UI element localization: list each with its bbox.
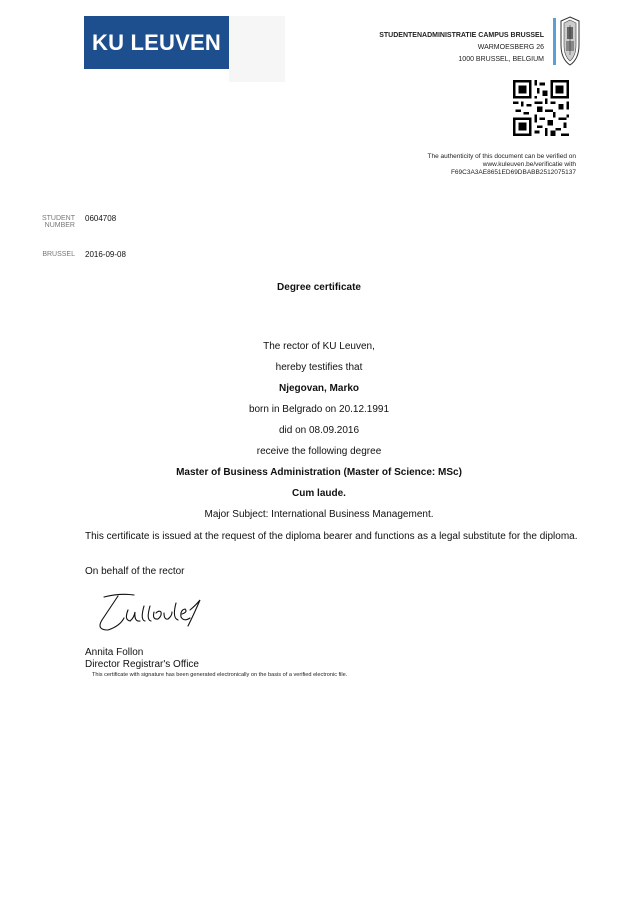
student-number-label: STUDENT NUMBER	[41, 215, 75, 229]
ku-leuven-logo	[84, 16, 229, 69]
legal-statement: This certificate is issued at the request of the diploma bearer and functions as a legal substitute for the diploma.	[85, 531, 578, 542]
birth-line: born in Belgrado on 20.12.1991	[248, 404, 390, 415]
degree-name: Master of Business Administration (Master of Science: MSc)	[176, 467, 462, 478]
signer-name: Annita Follon	[85, 647, 144, 658]
signature	[90, 588, 205, 638]
testifies-line: hereby testifies that	[275, 362, 363, 373]
office-city: 1000 BRUSSEL, BELGIUM	[458, 56, 544, 63]
student-number: 0604708	[85, 214, 117, 223]
on-behalf-line: On behalf of the rector	[85, 566, 185, 577]
graduate-name: Njegovan, Marko	[278, 383, 360, 394]
signer-block	[85, 647, 199, 671]
office-street: WARMOESBERG 26	[477, 44, 544, 51]
place-label: BRUSSEL	[42, 251, 75, 258]
university-seal-icon	[559, 15, 581, 67]
electronic-footnote: This certificate with signature has been generated electronically on the basis of a verified electronic file.	[92, 672, 348, 678]
qr-code-icon	[513, 80, 569, 136]
logo-text: KU LEUVEN	[92, 29, 221, 55]
logo-shade	[229, 16, 285, 82]
accent-bar	[553, 18, 556, 65]
document-title: Degree certificate	[277, 282, 361, 293]
receive-line: receive the following degree	[256, 446, 382, 457]
verification-note	[427, 153, 576, 177]
office-name: STUDENTENADMINISTRATIE CAMPUS BRUSSEL	[379, 32, 544, 39]
rector-line: The rector of KU Leuven,	[263, 341, 375, 352]
honours: Cum laude.	[292, 488, 346, 499]
signer-title: Director Registrar's Office	[85, 659, 199, 670]
date-line: did on 08.09.2016	[278, 425, 360, 436]
major-subject: Major Subject: International Business Management.	[204, 509, 434, 520]
office-address	[379, 30, 544, 66]
verification-url: www.kuleuven.be/verificatie with	[482, 161, 576, 168]
issue-date: 2016-09-08	[85, 250, 126, 259]
verification-code: F69C3A3AE8651ED69DBABB2512075137	[450, 169, 576, 176]
verification-line-1: The authenticity of this document can be verified on	[427, 153, 576, 160]
